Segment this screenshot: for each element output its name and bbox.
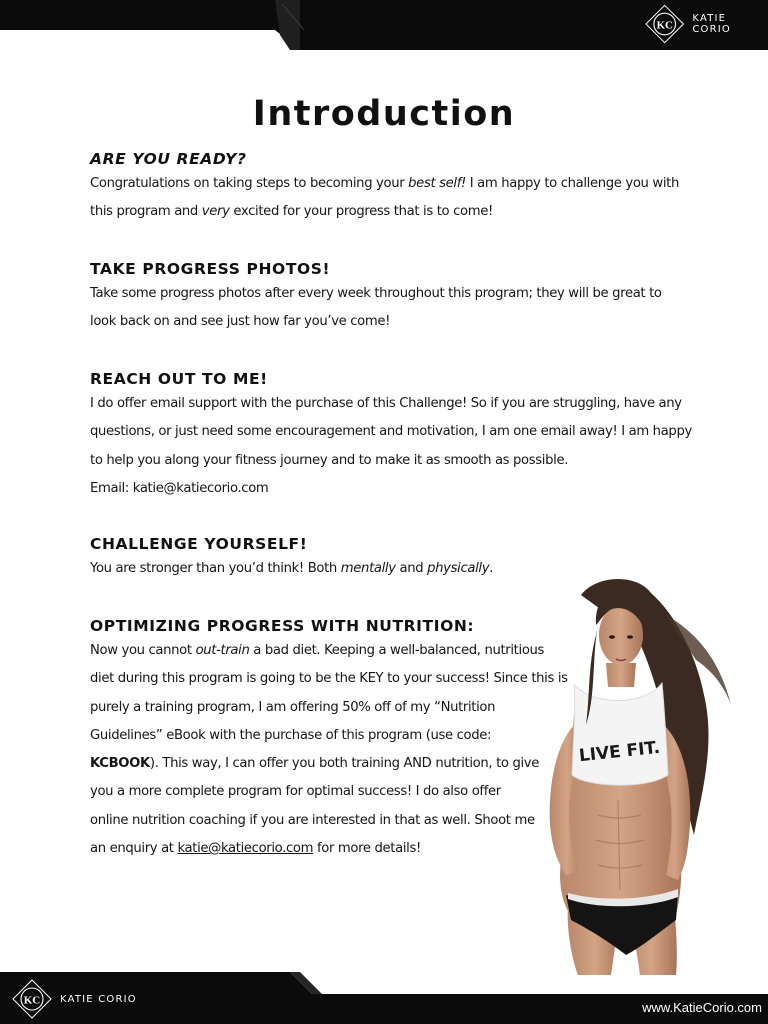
section-body [90,390,692,503]
page-title: Introduction [252,94,516,134]
website-link[interactable]: www.KatieCorio.com [642,1000,762,1015]
text-line: online nutrition coaching if you are interested in that as well. Shoot me [90,812,535,828]
section-challenge-yourself [90,535,493,583]
section-body [90,637,568,863]
text-line: Guidelines” eBook with the purchase of this program (use code: [90,727,492,743]
text-line: purely a training program, I am offering 50% off of my “Nutrition [90,699,496,715]
brand-name: KATIE CORIO [692,13,731,35]
monogram-text: KC [23,994,41,1007]
promo-code: KCBOOK [90,756,150,772]
text-line: to help you along your fitness journey and to make it as smooth as possible. [90,452,569,468]
fitness-model-photo [526,575,768,975]
text-line: this program and very excited for your progress that is to come! [90,204,493,220]
section-body [90,280,662,337]
brand-logo-top [645,4,768,44]
text-line: diet during this program is going to be the KEY to your success! Since this is [90,671,568,687]
brand-logo-bottom [12,978,137,1020]
brand-name: KATIE CORIO [60,993,137,1005]
section-body [90,555,493,583]
text-line: Congratulations on taking steps to becoming your best self! I am happy to challenge you with [90,176,679,191]
kc-monogram-icon [645,4,684,44]
text-line: you a more complete program for optimal success! I do also offer [90,784,501,800]
text-line: Take some progress photos after every week throughout this program; they will be great to [90,286,662,301]
section-heading: ARE YOU READY? [90,150,247,168]
section-heading: OPTIMIZING PROGRESS WITH NUTRITION: [90,617,475,635]
text-line: an enquiry at katie@katiecorio.com for more details! [90,841,421,857]
shirt-text: LIVE FIT. [578,737,661,767]
text-line: I do offer email support with the purchase of this Challenge! So if you are struggling, have any [90,396,682,411]
section-heading: REACH OUT TO ME! [90,370,268,388]
section-body [90,170,679,227]
section-progress-photos [90,260,662,337]
section-heading: TAKE PROGRESS PHOTOS! [90,260,331,278]
section-nutrition [90,617,568,863]
text-line: You are stronger than you’d think! Both mentally and physically. [90,561,494,576]
email-link[interactable]: katie@katiecorio.com [177,841,314,857]
section-are-you-ready [90,150,679,227]
text-line: questions, or just need some encouragement and motivation, I am one email away! I am happy [90,424,692,440]
monogram-text: KC [656,19,673,32]
section-reach-out [90,370,692,503]
kc-monogram-icon [12,979,52,1019]
text-line: look back on and see just how far you’ve come! [90,314,391,330]
text-line: KCBOOK). This way, I can offer you both training AND nutrition, to give [90,756,540,772]
email-line: Email: katie@katiecorio.com [90,480,269,496]
section-heading: CHALLENGE YOURSELF! [90,535,308,553]
text-line: Now you cannot out-train a bad diet. Keeping a well-balanced, nutritious [90,643,545,658]
